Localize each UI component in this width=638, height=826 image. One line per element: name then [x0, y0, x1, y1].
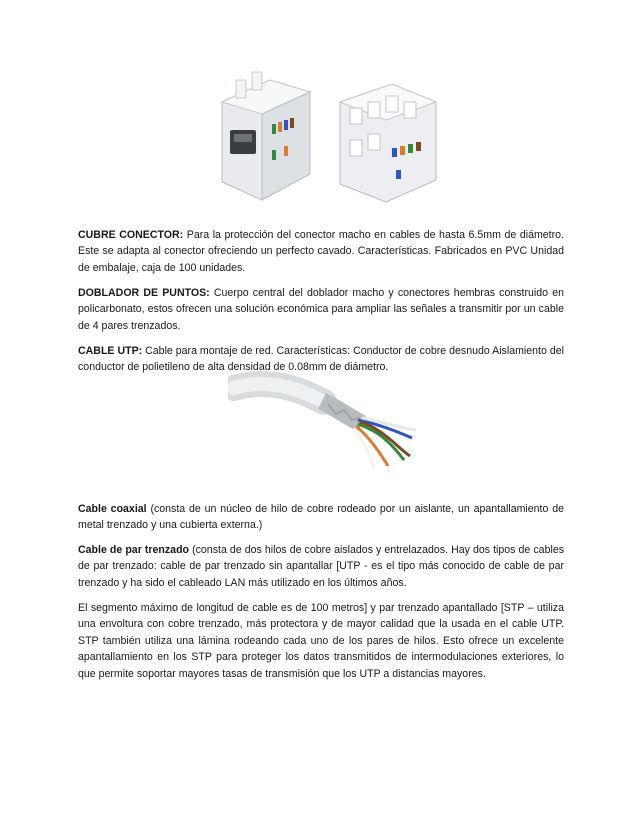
term-doblador-de-puntos: DOBLADOR DE PUNTOS:: [78, 286, 210, 299]
term-cable-par-trenzado: Cable de par trenzado: [78, 543, 190, 556]
paragraph-cable-coaxial: [78, 501, 564, 534]
keystone-connectors-image: [200, 62, 450, 210]
twisted-pair-cable-image: [228, 368, 418, 472]
paragraph-doblador-de-puntos: [78, 285, 564, 335]
desc-cable-coaxial: (consta de un núcleo de hilo de cobre rodeado por un aislante, un apantallamiento de metal trenzado y una cubierta externa.): [78, 502, 564, 532]
keystone-jack-right: [340, 84, 436, 202]
desc-cable-utp: Cable para montaje de red. Características: Conductor de cobre desnudo Aislamiento del conductor de polietileno de alta densidad de 0.08mm de diámetro.: [78, 344, 564, 374]
desc-doblador-de-puntos: Cuerpo central del doblador macho y conectores hembras construido en policarbonato, estos ofrecen una solución económica para ampliar las señales a transmitir por un cable de 4 pares trenzados.: [78, 286, 564, 332]
desc-segmento-maximo: El segmento máximo de longitud de cable es de 100 metros] y par trenzado apantallado [STP – utiliza una envoltura con cobre trenzado, más protectora y de mayor calidad que la usada en el cable UTP. STP también utiliza una lámina rodeando cada uno de los pares de hilos. Esto ofrece un excelente apantallamiento en los STP para proteger los datos transmitidos de intermodulaciones exteriores, lo que permite soportar mayores tasas de transmisión que los UTP a distancias mayores.: [78, 601, 564, 680]
paragraph-cable-par-trenzado: [78, 542, 564, 592]
desc-cubre-conector: Para la protección del conector macho en cables de hasta 6.5mm de diámetro. Este se adapta al conector ofreciendo un perfecto cavado. Características. Fabricados en PVC Unidad de embalaje, caja de 100 unidades.: [78, 228, 564, 274]
paragraph-segmento-maximo: [78, 600, 564, 683]
desc-cable-par-trenzado: (consta de dos hilos de cobre aislados y entrelazados. Hay dos tipos de cables de par trenzado: cable de par trenzado sin apantallar [UTP - es el tipo más conocido de cable de par trenzado y ha sido el cableado LAN más utilizado en los últimos años.: [78, 543, 565, 589]
term-cable-utp: CABLE UTP:: [78, 344, 143, 357]
paragraph-cubre-conector: [78, 227, 564, 277]
term-cubre-conector: CUBRE CONECTOR:: [78, 228, 184, 241]
keystone-jack-left: [222, 72, 310, 200]
term-cable-coaxial: Cable coaxial: [78, 502, 147, 515]
